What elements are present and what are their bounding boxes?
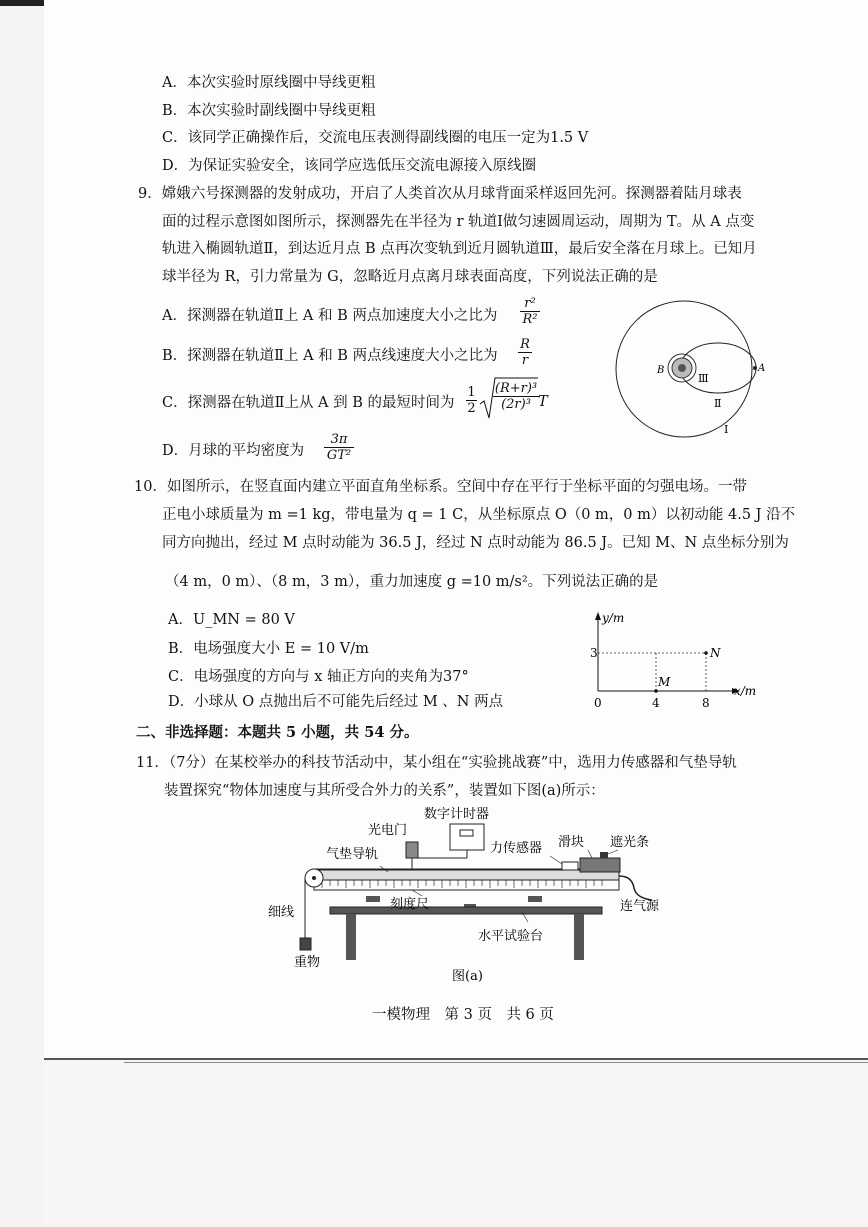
label-digital-timer: 数字计时器 xyxy=(424,807,490,822)
x-axis-label: x/m xyxy=(734,684,757,698)
label-air-source: 连气源 xyxy=(620,899,660,914)
q9-orbit-diagram xyxy=(610,296,780,444)
q10-stem-line-3: 同方向抛出，经过 M 点时动能为 36.5 J，经过 N 点时动能为 86.5 J。已知 M、N 点坐标分别为 xyxy=(162,535,789,551)
label-orbit-ii: Ⅱ xyxy=(714,397,722,410)
tick-label-3: 3 xyxy=(590,646,598,660)
label-orbit-i: Ⅰ xyxy=(724,423,729,436)
q9-option-c-period: T xyxy=(538,394,548,410)
label-force-sensor: 力传感器 xyxy=(490,841,543,856)
force-sensor xyxy=(562,862,578,870)
label-string: 细线 xyxy=(268,905,295,920)
digital-timer xyxy=(450,824,484,850)
y-axis-label: y/m xyxy=(602,611,625,625)
scan-corner-mark xyxy=(0,0,44,6)
q11-stem-line-1: 11．（7分）在某校举办的科技节活动中，某小组在“实验挑战赛”中，选用力传感器和气垫导轨 xyxy=(136,755,737,771)
figure-caption: 图(a) xyxy=(452,969,483,984)
q9-stem-line-3: 轨进入椭圆轨道Ⅱ，到达近月点 B 点再次变轨到近月圆轨道Ⅲ，最后安全落在月球上。已知月 xyxy=(162,241,757,257)
label-slider: 滑块 xyxy=(558,835,585,850)
ruler-ticks xyxy=(322,880,602,888)
scan-left-margin xyxy=(0,0,44,1227)
q9-option-d-fraction: 3π GT² xyxy=(324,432,354,463)
q9-option-a: A．探测器在轨道Ⅱ上 A 和 B 两点加速度大小之比为 xyxy=(162,308,498,324)
q9-option-c: C．探测器在轨道Ⅱ上从 A 到 B 的最短时间为 xyxy=(162,395,455,411)
point-m xyxy=(654,689,658,693)
air-hose xyxy=(619,876,652,900)
q10-stem-line-1: 10．如图所示，在竖直面内建立平面直角坐标系。空间中存在平行于坐标平面的匀强电场。一带 xyxy=(134,479,747,495)
q8-option-b: B．本次实验时副线圈中导线更粗 xyxy=(162,103,376,119)
point-n xyxy=(704,651,708,655)
label-air-track: 气垫导轨 xyxy=(326,847,379,862)
q10-stem-line-4: （4 m，0 m）、（8 m，3 m），重力加速度 g =10 m/s²。下列说法正确的是 xyxy=(165,574,659,590)
label-ruler: 刻度尺 xyxy=(390,897,430,912)
moon-core xyxy=(678,364,686,372)
label-shading-strip: 遮光条 xyxy=(610,835,650,850)
q8-option-d: D．为保证实验安全，该同学应选低压交流电源接入原线圈 xyxy=(162,158,537,174)
shading-strip xyxy=(600,852,608,858)
tick-label-4: 4 xyxy=(652,696,660,710)
scan-background-below-page xyxy=(44,1060,868,1227)
photogate xyxy=(406,842,418,858)
q10-stem-line-2: 正电小球质量为 m =1 kg，带电量为 q = 1 C，从坐标原点 O（0 m，0 m）以初动能 4.5 J 沿不 xyxy=(162,507,796,523)
q10-option-c: C．电场强度的方向与 x 轴正方向的夹角为37° xyxy=(168,669,469,685)
q8-option-a: A．本次实验时原线圈中导线更粗 xyxy=(162,75,376,91)
q9-option-d: D．月球的平均密度为 xyxy=(162,443,305,459)
air-track xyxy=(314,870,619,880)
support-right xyxy=(528,896,542,902)
label-test-table: 水平试验台 xyxy=(478,929,544,944)
ruler-outline xyxy=(314,880,619,890)
pulley-axle xyxy=(312,876,316,880)
table-leg-left xyxy=(346,914,356,960)
section-2-heading: 二、非选择题：本题共 5 小题，共 54 分。 xyxy=(136,724,419,741)
label-n: N xyxy=(710,646,721,660)
q9-option-c-radicand: (R+r)³ (2r)³ xyxy=(494,381,538,412)
support-left xyxy=(366,896,380,902)
table-top xyxy=(330,907,602,914)
q10-option-a: A．U_MN = 80 V xyxy=(168,612,295,628)
q10-option-b: B．电场强度大小 E = 10 V/m xyxy=(168,641,369,657)
scan-page-edge-line xyxy=(44,1058,868,1060)
q9-stem-line-4: 球半径为 R，引力常量为 G，忽略近月点离月球表面高度，下列说法正确的是 xyxy=(162,269,658,285)
tick-label-8: 8 xyxy=(702,696,710,710)
q8-option-c: C．该同学正确操作后，交流电压表测得副线圈的电压一定为1.5 V xyxy=(162,130,589,146)
q10-option-d: D．小球从 O 点抛出后不可能先后经过 M 、N 两点 xyxy=(168,694,504,710)
label-m: M xyxy=(658,675,671,689)
weight xyxy=(300,938,311,950)
q9-option-a-fraction: r² R² xyxy=(520,296,540,327)
page-footer: 一模物理 第 3 页 共 6 页 xyxy=(372,1007,554,1023)
q9-option-b-fraction: R r xyxy=(518,337,532,368)
label-photogate: 光电门 xyxy=(368,823,408,838)
q11-apparatus-diagram xyxy=(262,800,682,990)
q9-stem-line-1: 9．嫦娥六号探测器的发射成功，开启了人类首次从月球背面采样返回先河。探测器着陆月球表 xyxy=(138,186,742,202)
table-leg-right xyxy=(574,914,584,960)
label-b: B xyxy=(657,365,665,376)
q11-stem-line-2: 装置探究“物体加速度与其所受合外力的关系”，装置如下图(a)所示： xyxy=(164,783,605,799)
y-axis-arrow xyxy=(595,612,601,620)
q9-option-b: B．探测器在轨道Ⅱ上 A 和 B 两点线速度大小之比为 xyxy=(162,348,498,364)
q10-coordinate-diagram xyxy=(588,606,768,710)
tick-label-0: 0 xyxy=(594,696,602,710)
q9-option-c-coefficient: 1 2 xyxy=(467,385,476,416)
slider xyxy=(580,858,620,872)
q9-stem-line-2: 面的过程示意图如图所示，探测器先在半径为 r 轨道Ⅰ做匀速圆周运动，周期为 T。从 A 点变 xyxy=(162,214,755,230)
label-orbit-iii: Ⅲ xyxy=(698,372,709,385)
label-weight: 重物 xyxy=(294,955,321,970)
point-a xyxy=(753,366,757,370)
scan-page-edge-line-secondary xyxy=(124,1062,868,1063)
label-a: A xyxy=(758,363,766,374)
